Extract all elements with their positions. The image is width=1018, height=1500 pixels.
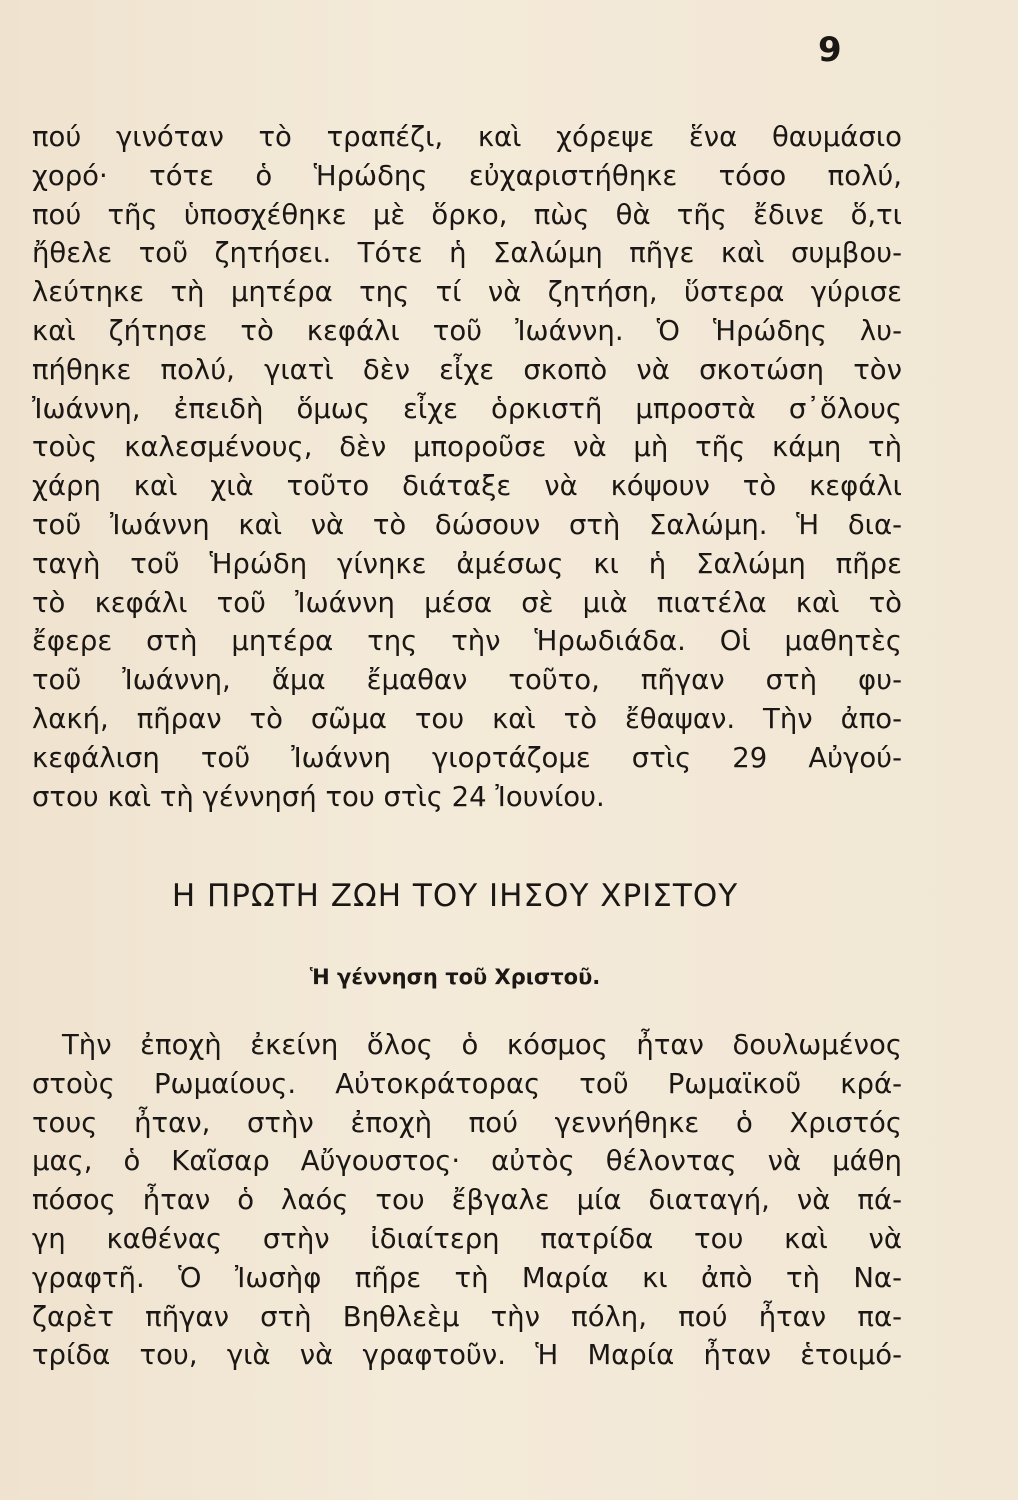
text-line: πόσος ἦταν ὁ λαός του ἔβγαλε μία διαταγή, νὰ πά- bbox=[32, 1184, 902, 1217]
text-line: τοὺς καλεσμένους, δὲν μποροῦσε νὰ μὴ τῆς κάμη τὴ bbox=[32, 431, 902, 464]
text-line: ἤθελε τοῦ ζητήσει. Τότε ἡ Σαλώμη πῆγε καὶ συμβου- bbox=[32, 237, 902, 270]
text-line: Ἰωάννη, ἐπειδὴ ὅμως εἶχε ὁρκιστῆ μπροστὰ σ᾿ὅλους bbox=[32, 392, 902, 425]
text-line: ἔφερε στὴ μητέρα της τὴν Ἡρωδιάδα. Οἱ μαθητὲς bbox=[32, 625, 902, 658]
text-line: ζαρὲτ πῆγαν στὴ Βηθλεὲμ τὴν πόλη, πού ἦταν πα- bbox=[32, 1300, 902, 1333]
paragraph-2 bbox=[32, 1026, 902, 1375]
section-title: Η ΠΡΩΤΗ ΖΩΗ ΤΟΥ ΙΗΣΟΥ ΧΡΙΣΤΟΥ bbox=[171, 878, 739, 914]
text-line: τοῦ Ἰωάννη καὶ νὰ τὸ δώσουν στὴ Σαλώμη. Ἡ δια- bbox=[32, 508, 902, 541]
text-line: τὸ κεφάλι τοῦ Ἰωάννη μέσα σὲ μιὰ πιατέλα καὶ τὸ bbox=[32, 586, 902, 619]
text-line: γη καθένας στὴν ἰδιαίτερη πατρίδα του καὶ νὰ bbox=[32, 1222, 902, 1255]
text-line: τοῦ Ἰωάννη, ἅμα ἔμαθαν τοῦτο, πῆγαν στὴ φυ- bbox=[32, 664, 902, 697]
text-line: πού τῆς ὑποσχέθηκε μὲ ὅρκο, πὼς θὰ τῆς ἔδινε ὅ,τι bbox=[32, 198, 902, 231]
text-line: πού γινόταν τὸ τραπέζι, καὶ χόρεψε ἕνα θαυμάσιο bbox=[32, 121, 902, 153]
text-line: Τὴν ἐποχὴ ἐκείνη ὅλος ὁ κόσμος ἦταν δουλωμένος bbox=[62, 1029, 902, 1061]
text-line: ταγὴ τοῦ Ἡρώδη γίνηκε ἀμέσως κι ἡ Σαλώμη πῆρε bbox=[32, 547, 902, 580]
text-line: καὶ ζήτησε τὸ κεφάλι τοῦ Ἰωάννη. Ὁ Ἡρώδης λυ- bbox=[32, 314, 902, 347]
text-line: χορό· τότε ὁ Ἡρώδης εὐχαριστήθηκε τόσο πολύ, bbox=[32, 159, 902, 192]
text-line: πήθηκε πολύ, γιατὶ δὲν εἶχε σκοπὸ νὰ σκοτώση τὸν bbox=[32, 353, 902, 386]
text-line: λεύτηκε τὴ μητέρα της τί νὰ ζητήση, ὕστερα γύρισε bbox=[32, 276, 902, 309]
text-line: μας, ὁ Καῖσαρ Αὔγουστος· αὐτὸς θέλοντας νὰ μάθη bbox=[32, 1145, 902, 1178]
text-line: τρίδα του, γιὰ νὰ γραφτοῦν. Ἡ Μαρία ἦταν ἑτοιμό- bbox=[32, 1339, 902, 1372]
text-line: τους ἦταν, στὴν ἐποχὴ πού γεννήθηκε ὁ Χριστός bbox=[32, 1106, 902, 1139]
text-line: στου καὶ τὴ γέννησή του στὶς 24 Ἰουνίου. bbox=[32, 780, 605, 813]
text-line: γραφτῆ. Ὁ Ἰωσὴφ πῆρε τὴ Μαρία κι ἀπὸ τὴ Να- bbox=[32, 1261, 902, 1294]
text-line: κεφάλιση τοῦ Ἰωάννη γιορτάζομε στὶς 29 Αὐγού- bbox=[32, 741, 902, 774]
paragraph-1 bbox=[32, 118, 902, 816]
text-line: χάρη καὶ χιὰ τοῦτο διάταξε νὰ κόψουν τὸ κεφάλι bbox=[32, 470, 902, 503]
page-number: 9 bbox=[818, 30, 842, 70]
subsection-title: Ἡ γέννηση τοῦ Χριστοῦ. bbox=[309, 965, 601, 989]
text-line: στοὺς Ρωμαίους. Αὐτοκράτορας τοῦ Ρωμαϊκοῦ κρά- bbox=[32, 1067, 902, 1100]
text-line: λακή, πῆραν τὸ σῶμα του καὶ τὸ ἔθαψαν. Τὴν ἀπο- bbox=[32, 702, 902, 735]
